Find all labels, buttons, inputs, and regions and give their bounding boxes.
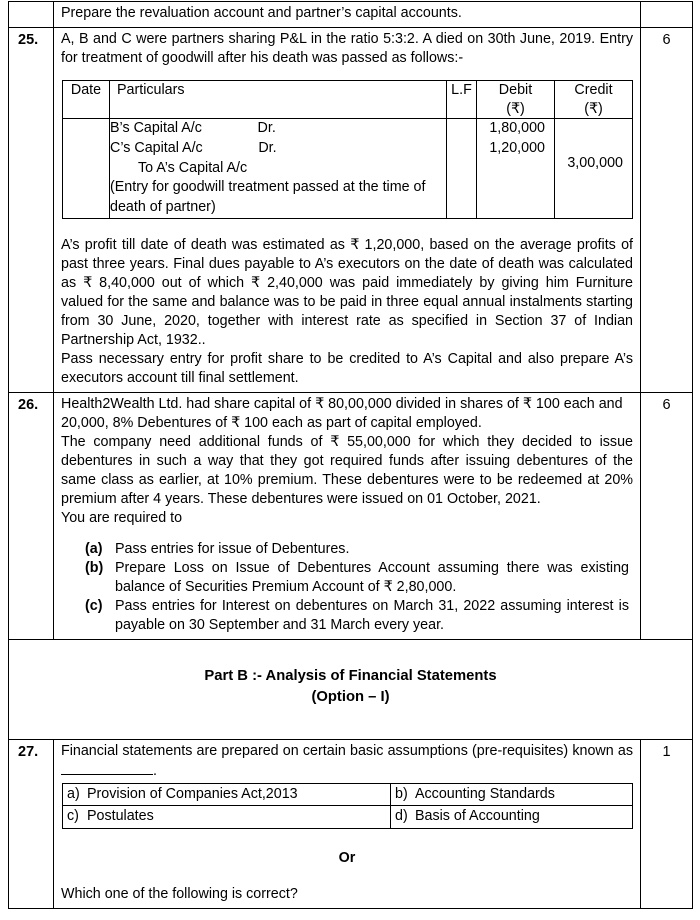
- list-item: [61, 559, 633, 597]
- qnum-cell-empty: [9, 2, 54, 28]
- carryover-body-cell: [54, 2, 641, 28]
- table-row-carryover: [9, 2, 693, 28]
- part-b-cell: [9, 639, 693, 739]
- journal-entry-line-3: To A’s Capital A/c: [138, 159, 248, 176]
- spacer: [61, 68, 633, 80]
- question-body-25: [54, 28, 641, 393]
- journal-cell-credit: [555, 119, 633, 219]
- question-number-26: 26.: [18, 396, 39, 413]
- subpart-label-b: (b): [85, 559, 104, 576]
- or-separator: Or: [338, 849, 356, 866]
- q26-subparts-list: [61, 540, 633, 635]
- part-b-title: Part B :- Analysis of Financial Statements: [204, 667, 497, 684]
- qnum-cell-26: [9, 392, 54, 639]
- journal-header-debit-label: Debit: [498, 82, 533, 98]
- list-item: [61, 540, 633, 559]
- question-body-27: [54, 739, 641, 908]
- subpart-text-a: Pass entries for issue of Debentures.: [115, 540, 350, 557]
- qnum-cell-25: [9, 28, 54, 393]
- table-row-question-26: [9, 392, 693, 639]
- q27-alternate-stem: Which one of the following is correct?: [61, 885, 298, 902]
- list-item: [61, 597, 633, 635]
- mcq-option-b-key: b): [395, 785, 408, 802]
- mcq-options-table: [62, 783, 633, 829]
- journal-entry-row: [63, 119, 633, 219]
- journal-header-credit-label: Credit: [574, 82, 613, 98]
- journal-cell-date: [63, 119, 110, 219]
- marks-cell-25: [641, 28, 693, 393]
- question-number-25: 25.: [18, 32, 39, 48]
- journal-cell-particulars: [110, 119, 447, 219]
- q25-intro-text: A, B and C were partners sharing P&L in the ratio 5:3:2. A died on 30th June, 2019. Entry for treatment of goodwill after his death was passed as follows:-: [61, 31, 633, 66]
- subpart-label-a: (a): [85, 540, 103, 557]
- mcq-option-b[interactable]: [391, 783, 633, 806]
- spacer: [61, 528, 633, 540]
- table-row: [63, 783, 633, 806]
- q27-stem-text: Financial statements are prepared on certain basic assumptions (pre-requisites) known as: [61, 742, 633, 759]
- journal-header-credit-unit: (₹): [584, 100, 603, 117]
- journal-debit-amount-2: 1,20,000: [489, 139, 545, 156]
- mcq-option-a-text: Provision of Companies Act,2013: [87, 785, 298, 802]
- journal-header-credit: [555, 81, 633, 119]
- marks-cell-27: [641, 739, 693, 908]
- q26-paragraph-1: Health2Wealth Ltd. had share capital of ₹ 80,00,000 divided in shares of ₹ 100 each and 20,000, 8% Debentures of ₹ 100 each as part of capital employed.: [61, 395, 623, 431]
- mcq-option-d[interactable]: [391, 806, 633, 829]
- subpart-label-c: (c): [85, 597, 103, 614]
- table-row-part-b-banner: [9, 639, 693, 739]
- journal-entry-table: [62, 80, 633, 219]
- mcq-option-a-key: a): [67, 785, 80, 802]
- journal-header-debit: [477, 81, 555, 119]
- journal-entry-narration: (Entry for goodwill treatment passed at the time of death of partner): [110, 179, 426, 216]
- journal-entry-line-2: C’s Capital A/c Dr.: [110, 139, 277, 156]
- part-b-heading: [9, 640, 692, 739]
- part-b-option: (Option – I): [311, 689, 390, 706]
- q25-closing-paragraph: Pass necessary entry for profit share to be credited to A’s Capital and also prepare A’s executors account till final settlement.: [61, 350, 633, 386]
- mcq-option-d-text: Basis of Accounting: [415, 808, 540, 825]
- question-body-26: [54, 392, 641, 639]
- journal-header-particulars: Particulars: [110, 81, 447, 119]
- marks-value-25: 6: [662, 32, 671, 48]
- q26-paragraph-2: The company need additional funds of ₹ 55,00,000 for which they decided to issue debentures in such a way that they got required funds after issuing debentures of the same class as earlier, at 10% premium. These debentures were to be redeemed at 20% premium after 4 years. These debentures were issued on 01 October, 2021.: [61, 433, 633, 507]
- table-row: [63, 806, 633, 829]
- fill-in-blank: [61, 761, 153, 775]
- table-row-question-25: [9, 28, 693, 393]
- mcq-option-c-key: c): [67, 808, 79, 825]
- journal-cell-debit: [477, 119, 555, 219]
- marks-value-27: 1: [662, 743, 671, 760]
- mcq-option-d-key: d): [395, 808, 408, 825]
- q27-stem: [61, 742, 633, 781]
- mcq-option-c[interactable]: [63, 806, 391, 829]
- qnum-empty: [9, 2, 53, 5]
- subpart-text-c: Pass entries for Interest on debentures on March 31, 2022 assuming interest is payable on 30 September and 31 March every year.: [115, 597, 629, 633]
- journal-cell-lf: [447, 119, 477, 219]
- journal-header-debit-unit: (₹): [506, 100, 525, 117]
- journal-header-date: Date: [63, 81, 110, 119]
- mcq-option-a[interactable]: [63, 783, 391, 806]
- spacer: [61, 868, 633, 885]
- q26-paragraph-3: You are required to: [61, 509, 183, 526]
- spacer: [61, 219, 633, 236]
- q27-stem-period: .: [153, 762, 157, 779]
- marks-cell-empty: [641, 2, 693, 28]
- mcq-option-c-text: Postulates: [87, 808, 154, 825]
- journal-debit-amount-1: 1,80,000: [489, 120, 545, 137]
- journal-entry-line-1: B’s Capital A/c Dr.: [110, 120, 276, 137]
- journal-header-lf: L.F: [447, 81, 477, 119]
- mcq-option-b-text: Accounting Standards: [415, 785, 555, 802]
- exam-question-table: [8, 1, 693, 909]
- qnum-cell-27: [9, 739, 54, 908]
- carryover-text: Prepare the revaluation account and partner’s capital accounts.: [61, 5, 462, 21]
- question-number-27: 27.: [18, 743, 39, 760]
- journal-header-row: [63, 81, 633, 119]
- journal-credit-amount-1: 3,00,000: [567, 155, 623, 172]
- subpart-text-b: Prepare Loss on Issue of Debentures Account assuming there was existing balance of Securities Premium Account of ₹ 2,80,000.: [115, 559, 629, 595]
- marks-cell-26: [641, 392, 693, 639]
- marks-empty: [641, 2, 692, 5]
- q25-body-paragraph: A’s profit till date of death was estimated as ₹ 1,20,000, based on the average profits of past three years. Final dues payable to A’s executors on the date of death was calculated as ₹ 8,40,000 out of which ₹ 2,40,000 was paid immediately by giving him Furniture valued for the same and balance was to be paid in three equal annual instalments starting from 30 June, 2020, together with interest rate as specified in Section 37 of Indian Partnership Act, 1932..: [61, 236, 633, 348]
- table-row-question-27: [9, 739, 693, 908]
- marks-value-26: 6: [662, 396, 671, 413]
